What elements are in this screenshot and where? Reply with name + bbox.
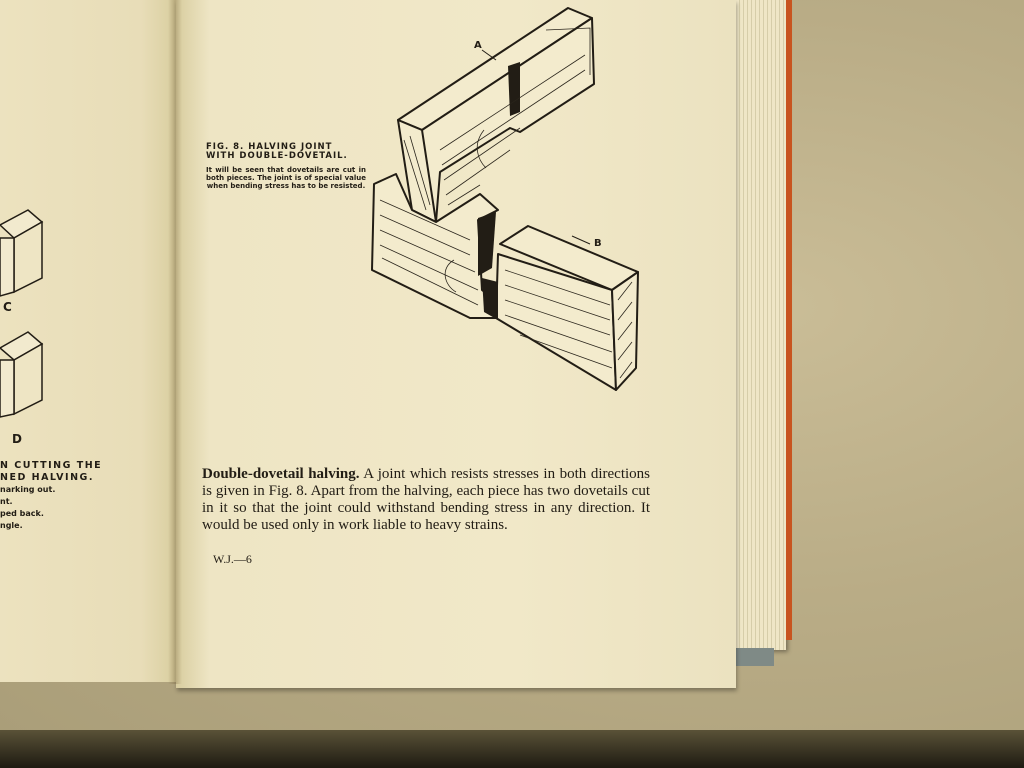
book-page-edges	[728, 0, 786, 650]
left-caption-item: ped back.	[0, 509, 44, 518]
left-page	[0, 0, 176, 682]
left-caption-title-2: NED HALVING.	[0, 472, 94, 483]
page-folio: W.J.—6	[213, 552, 252, 566]
figure-label-b: B	[594, 238, 602, 249]
left-caption-item: narking out.	[0, 485, 56, 494]
left-figure-blocks	[0, 200, 60, 430]
left-caption-title-1: N CUTTING THE	[0, 460, 103, 471]
left-caption-item: nt.	[0, 497, 13, 506]
desk-shadow	[0, 730, 1024, 768]
book-cover-tab	[736, 648, 774, 666]
left-caption-item: ngle.	[0, 521, 23, 530]
figure-caption-title: FIG. 8. HALVING JOINT	[206, 142, 333, 152]
body-paragraph	[202, 466, 650, 534]
figure-label-c: C	[3, 300, 12, 314]
book-cover-edge	[786, 0, 792, 640]
left-figure-caption	[0, 460, 170, 532]
figure-caption	[206, 143, 366, 190]
book-gutter	[168, 0, 182, 684]
figure-caption-body: It will be seen that dovetails are cut in both pieces. The joint is of special value when bending stress has to be resisted.	[206, 166, 366, 190]
paragraph-heading: Double-dovetail halving.	[202, 466, 360, 482]
dovetail-joint-figure	[360, 0, 660, 400]
figure-caption-title-2: WITH DOUBLE-DOVETAIL.	[206, 151, 348, 161]
figure-label-a: A	[474, 40, 482, 51]
figure-label-d: D	[12, 432, 22, 446]
paragraph-body: A joint which resists stresses in both directions is given in Fig. 8. Apart from the halving, each piece has two dovetails cut in it so that the joint could withstand bending stress in any direction. It would be used only in work liable to heavy strains.	[202, 466, 650, 533]
